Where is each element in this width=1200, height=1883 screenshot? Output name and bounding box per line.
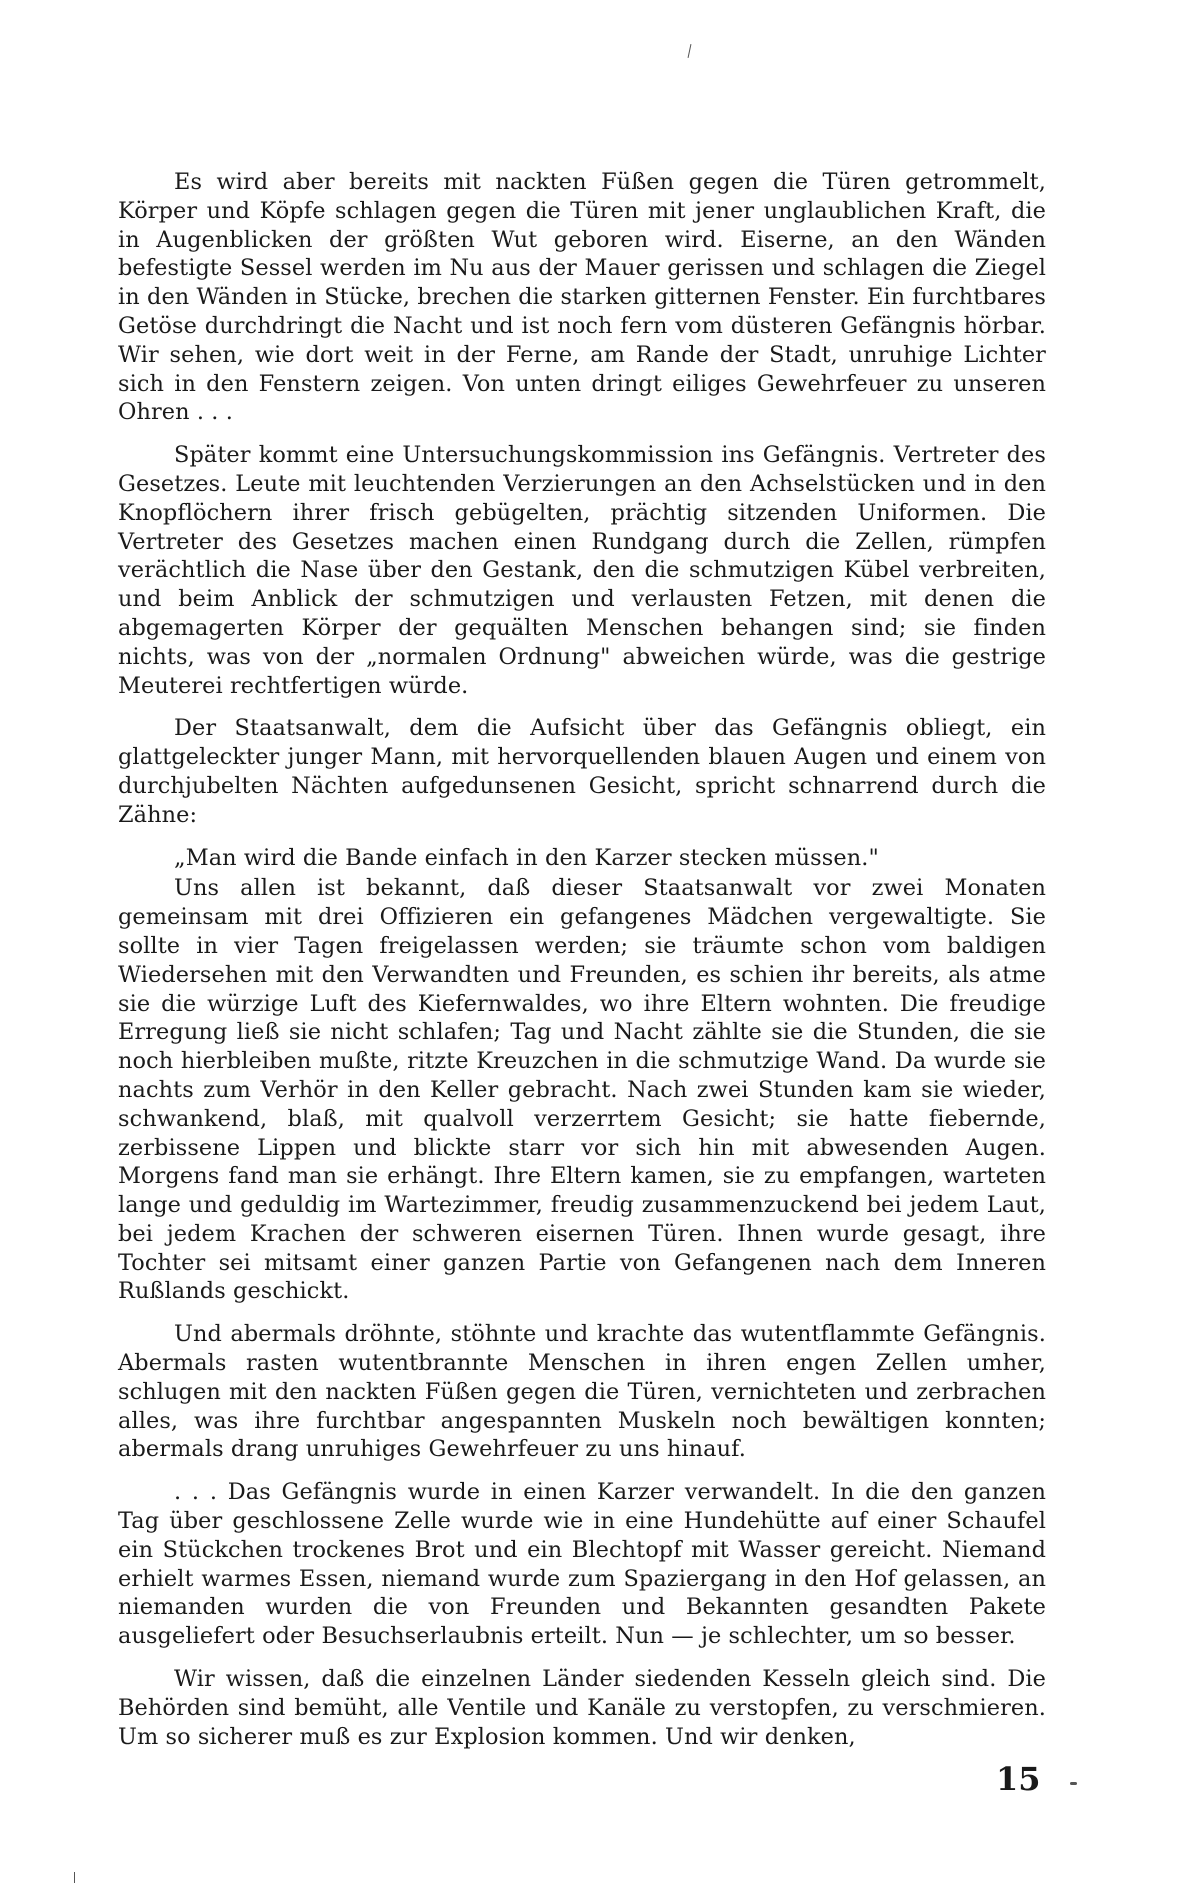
paragraph: Und abermals dröhnte, stöhnte und krachte das wutentflammte Gefängnis. Abermals rasten wutentbrannte Menschen in ihren engen Zellen umher, schlugen mit den nackten Füßen gegen die Türen, vernichteten und zerbrachen alles, was ihre furchtbar angespannten Muskeln noch bewältigen konnten; abermals drang unruhiges Gewehrfeuer zu uns hinauf. [118, 1321, 1046, 1463]
scan-mark [1070, 1782, 1077, 1785]
paragraph: Wir wissen, daß die einzelnen Länder siedenden Kesseln gleich sind. Die Behörden sind bemüht, alle Ventile und Kanäle zu verstopfen, zu verschmieren. Um so sicherer muß es zur Explosion kommen. Und wir denken, [118, 1666, 1046, 1750]
page-body [118, 168, 1046, 1751]
paragraph: Später kommt eine Untersuchungskommission ins Gefängnis. Vertreter des Gesetzes. Leute mit leuchtenden Verzierungen an den Achselstücken und in den Knopflöchern ihrer frisch gebügelten, prächtig sitzenden Uniformen. Die Vertreter des Gesetzes machen einen Rundgang durch die Zellen, rümpfen verächtlich die Nase über den Gestank, den die schmutzigen Kübel verbreiten, und beim Anblick der schmutzigen und verlausten Fetzen, mit denen die abgemagerten Körper der gequälten Menschen behangen sind; sie finden nichts, was von der „normalen Ordnung" abweichen würde, was die gestrige Meuterei rechtfertigen würde. [118, 442, 1046, 699]
paragraph: Es wird aber bereits mit nackten Füßen gegen die Türen getrommelt, Körper und Köpfe schlagen gegen die Türen mit jener unglaublichen Kraft, die in Augenblicken der größten Wut geboren wird. Eiserne, an den Wänden befestigte Sessel werden im Nu aus der Mauer gerissen und schlagen die Ziegel in den Wänden in Stücke, brechen die starken gitternen Fenster. Ein furchtbares Getöse durchdringt die Nacht und ist noch fern vom düsteren Gefängnis hörbar. Wir sehen, wie dort weit in der Ferne, am Rande der Stadt, unruhige Lichter sich in den Fenstern zeigen. Von unten dringt eiliges Gewehrfeuer zu unseren Ohren . . . [118, 169, 1046, 426]
scan-mark [688, 44, 692, 58]
page-number: 15 [996, 1760, 1041, 1798]
scan-mark [74, 1872, 75, 1883]
paragraph: Uns allen ist bekannt, daß dieser Staatsanwalt vor zwei Monaten gemeinsam mit drei Offizieren ein gefangenes Mädchen vergewaltigte. Sie sollte in vier Tagen freigelassen werden; sie träumte schon vom baldigen Wiedersehen mit den Verwandten und Freunden, es schien ihr bereits, als atme sie die würzige Luft des Kiefernwaldes, wo ihre Eltern wohnten. Die freudige Erregung ließ sie nicht schlafen; Tag und Nacht zählte sie die Stunden, die sie noch hierbleiben mußte, ritzte Kreuzchen in die schmutzige Wand. Da wurde sie nachts zum Verhör in den Keller gebracht. Nach zwei Stunden kam sie wieder, schwankend, blaß, mit qualvoll verzerrtem Gesicht; sie hatte fiebernde, zerbissene Lippen und blickte starr vor sich hin mit abwesenden Augen. Morgens fand man sie erhängt. Ihre Eltern kamen, sie zu empfangen, warteten lange und geduldig im Wartezimmer, freudig zusammenzuckend bei jedem Laut, bei jedem Krachen der schweren eisernen Türen. Ihnen wurde gesagt, ihre Tochter sei mitsamt einer ganzen Partie von Gefangenen nach dem Inneren Rußlands geschickt. [118, 875, 1046, 1305]
paragraph: . . . Das Gefängnis wurde in einen Karzer verwandelt. In die den ganzen Tag über geschlossene Zelle wurde wie in eine Hundehütte auf einer Schaufel ein Stückchen trockenes Brot und ein Blechtopf mit Wasser gereicht. Niemand erhielt warmes Essen, niemand wurde zum Spaziergang in den Hof gelassen, an niemanden wurden die von Freunden und Bekannten gesandten Pakete ausgeliefert oder Besuchserlaubnis erteilt. Nun — je schlechter, um so besser. [118, 1479, 1046, 1650]
paragraph: Der Staatsanwalt, dem die Aufsicht über das Gefängnis obliegt, ein glattgeleckter junger Mann, mit hervorquellenden blauen Augen und einem von durchjubelten Nächten aufgedunsenen Gesicht, spricht schnarrend durch die Zähne: [118, 715, 1046, 828]
quote-paragraph: „Man wird die Bande einfach in den Karzer stecken müssen." [174, 844, 879, 871]
